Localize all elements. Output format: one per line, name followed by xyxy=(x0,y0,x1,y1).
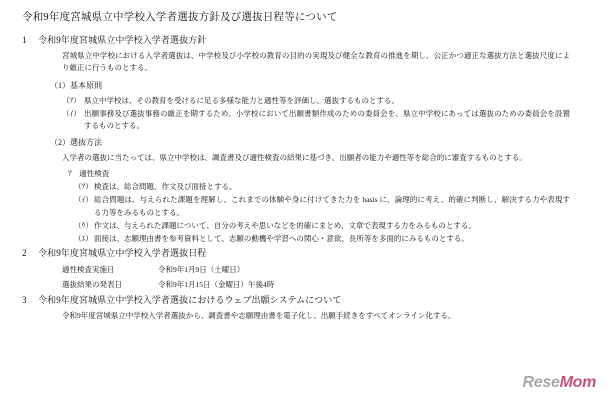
item-marker: （ｲ） xyxy=(62,108,81,118)
watermark-accent: Mom xyxy=(559,374,596,391)
section-3-heading xyxy=(22,294,574,308)
schedule-row xyxy=(22,278,574,292)
list-item xyxy=(22,233,574,245)
section-1 xyxy=(22,34,574,245)
item-text: 面接は、志願理由書を参考資料として、志願の動機や学習への関心・意欲、長所等を多面的にみるものとする。 xyxy=(94,233,469,243)
section-2-number: 2 xyxy=(22,247,27,258)
item-text: 検査は、総合問題、作文及び面接とする。 xyxy=(94,182,237,192)
subsection-1-1-heading: （1）基本原則 xyxy=(50,80,102,90)
schedule-row xyxy=(22,263,574,277)
item-marker: （ｱ） xyxy=(62,95,81,105)
page-title: 令和9年度宮城県立中学校入学者選抜方針及び選抜日程等について xyxy=(22,12,338,23)
item-text: 出願事務及び選抜事務の厳正を期するため、小学校において出願書類作成のための委員会を、県立中学校にあっては選抜のための委員会を設置するものとする。 xyxy=(84,108,570,130)
group-heading: ｱ 適性検査 xyxy=(68,169,110,179)
item-text: 県立中学校は、その教育を受けるに足る多様な能力と適性等を評価し、選抜するものとする。 xyxy=(84,95,399,105)
section-3-intro: 令和9年度宮城県立中学校入学者選抜から、調査書や志願理由書を電子化し、出願手続きをすべてオンライン化する。 xyxy=(62,311,456,321)
list-item xyxy=(22,194,574,218)
schedule-label: 選抜結果の発表日 xyxy=(62,279,122,289)
item-text: 作文は、与えられた課題について、自分の考えや思いなどを的確にまとめ、文章で表現する力をみるものとする。 xyxy=(94,220,476,230)
item-marker: （ｲ） xyxy=(74,195,93,205)
item-marker: （ｴ） xyxy=(74,233,93,243)
item-marker: （ｳ） xyxy=(74,220,93,230)
section-3-title: 令和9年度宮城県立中学校入学者選抜におけるウェブ出願システムについて xyxy=(38,294,342,305)
section-3 xyxy=(22,294,574,323)
section-2-title: 令和9年度宮城県立中学校入学者選抜日程 xyxy=(38,247,207,258)
list-item xyxy=(22,181,574,193)
watermark-main: Rese xyxy=(522,374,560,391)
list-item xyxy=(22,220,574,232)
subsection-1-2-intro: 入学者の選抜に当たっては、県立中学校は、調査書及び適性検査の結果に基づき、出願者の能力や適性等を総合的に審査するものとする。 xyxy=(62,152,527,162)
item-text: 総合問題は、与えられた課題を理解し、これまでの体験や身に付けてきた力を basis に、論理的に考え、的確に判断し、解決する力や表現する力等をみるものとする。 xyxy=(94,195,570,217)
item-marker: （ｱ） xyxy=(74,182,93,192)
schedule-value: 令和9年1月9日（土曜日） xyxy=(158,265,245,275)
watermark xyxy=(523,374,597,392)
schedule-value: 令和9年1月15日（金曜日）午後4時 xyxy=(158,279,275,289)
section-1-heading xyxy=(22,34,574,48)
schedule-label: 適性検査実施日 xyxy=(62,265,115,275)
subsection-1-2-heading: （2）選抜方法 xyxy=(50,137,102,147)
section-2 xyxy=(22,247,574,292)
section-2-heading xyxy=(22,247,574,261)
list-item xyxy=(22,108,574,132)
section-1-intro: 宮城県立中学校における入学者選抜は、中学校及び小学校の教育の目的の実現及び健全な教育の推進を期し、公正かつ適正な選抜方法と選抜尺度により厳正に行うものとする。 xyxy=(62,51,570,73)
section-1-number: 1 xyxy=(22,34,27,45)
section-3-number: 3 xyxy=(22,294,27,305)
section-1-title: 令和9年度宮城県立中学校入学者選抜方針 xyxy=(38,34,207,45)
list-item xyxy=(22,95,574,107)
